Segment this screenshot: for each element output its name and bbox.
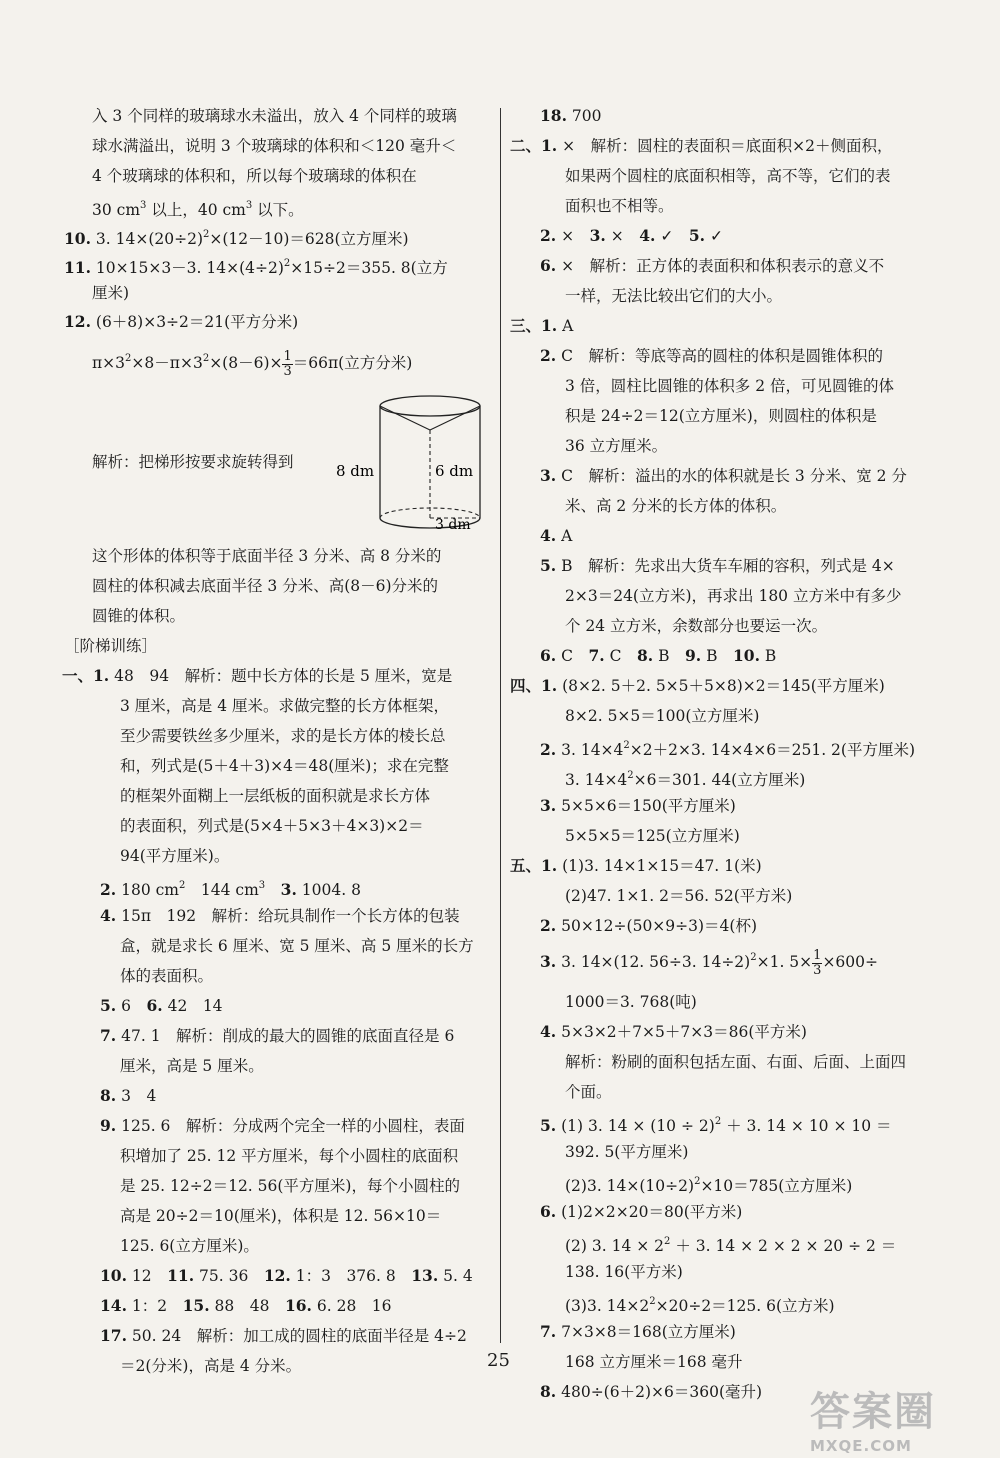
cylinder-diagram	[330, 392, 490, 542]
item-number: 14.	[100, 1296, 127, 1315]
text-line: 2. 180 $cm^2$ 144 $cm^3$ 3. 1004. 8	[100, 880, 361, 899]
item-number: 1.	[541, 676, 558, 695]
text-line: 面积也不相等。	[565, 197, 674, 215]
text-line: 6. × 解析：正方体的表面积和体积表示的意义不	[540, 256, 885, 275]
item-number: 3.	[540, 796, 557, 815]
item-number: 4.	[540, 526, 557, 545]
text-line: 解析：粉刷的面积包括左面、右面、后面、上面四	[565, 1053, 907, 1071]
text-line: 球水满溢出，说明 3 个玻璃球的体积和＜120 毫升＜	[92, 137, 457, 155]
text-line: 二、1. × 解析：圆柱的表面积＝底面积×2＋侧面积，	[510, 136, 893, 155]
item-number: 7.	[540, 1322, 557, 1341]
item-number: 3.	[540, 952, 557, 971]
text-line: 和，列式是(5＋4＋3)×4＝48(厘米)；求在完整	[120, 757, 449, 775]
text-line: 6. (1)2×2×20＝80(平方米)	[540, 1202, 743, 1221]
item-number: 2.	[540, 226, 557, 245]
text-line: 168 立方厘米＝168 毫升	[565, 1353, 743, 1371]
text-line: (2) 3. $14 \times 2^2 + 3$. 14 × 2 × 2 × 20 ÷ 2 ＝	[565, 1236, 897, 1255]
height-label: 8 dm	[336, 462, 375, 480]
text-line: (2)47. 1×1. 2＝56. 52(平方米)	[565, 887, 793, 905]
text-line: 5. 6 6. 42 14	[100, 996, 223, 1015]
inner-height-label: 6 dm	[435, 462, 474, 480]
text-line: 4. 5×3×2＋7×5＋7×3＝86(平方米)	[540, 1022, 807, 1041]
text-line: 三、1. A	[510, 316, 574, 335]
item-number: 2.	[100, 880, 117, 899]
item-number: 9.	[100, 1116, 117, 1135]
text-line: 3. C 解析：溢出的水的体积就是长 3 分米、宽 2 分	[540, 466, 907, 485]
text-line: 至少需要铁丝多少厘米，求的是长方体的棱长总	[120, 727, 446, 745]
text-line: 10. 12 11. 75. 36 12. 1：3 376. 8 13. 5. 4	[100, 1266, 473, 1285]
text-line: 积是 24÷2＝12(立方厘米)，则圆柱的体积是	[565, 407, 877, 425]
text-line: 125. 6(立方厘米)。	[120, 1237, 259, 1255]
text-line: 2. 50×12÷(50×9÷3)＝4(杯)	[540, 916, 758, 935]
text-line: 的表面积，列式是(5×4＋5×3＋4×3)×2＝	[120, 817, 424, 835]
item-number: 1.	[93, 666, 110, 685]
item-number: 11.	[64, 258, 91, 277]
text-line: 圆锥的体积。	[92, 607, 186, 625]
item-number: 10.	[64, 229, 91, 248]
item-number: 6.	[540, 1202, 557, 1221]
text-line: (3)3. $14\times 2^2\times 20\div 2=125$. 6(立方米)	[565, 1296, 835, 1315]
text-line: 3. 3. 14×(12. 56÷3. 14÷2)$^2$×1. 5× $\frac{1}{3}$ ×600÷	[540, 947, 878, 978]
text-line: 这个形体的体积等于底面半径 3 分米、高 8 分米的	[92, 547, 442, 565]
fraction: $\frac{1}{3}$	[813, 947, 822, 978]
item-number: 5.	[540, 1116, 557, 1135]
text-line: 1000＝3. 768(吨)	[565, 993, 697, 1011]
item-number: 4.	[540, 1022, 557, 1041]
text-line: 30 $cm^3$ 以上，40 $cm^3$ 以下。	[92, 200, 304, 219]
text-line: 4 个玻璃球的体积和，所以每个玻璃球的体积在	[92, 167, 417, 185]
fraction: $\frac{1}{3}$	[283, 348, 292, 379]
text-line: 5. (1) 3. $14 \times (10 \div 2)^2 + 3$. 14 × 10 × 10 ＝	[540, 1116, 892, 1135]
text-line: 138. 16(平方米)	[565, 1263, 683, 1281]
text-line: 4. A	[540, 526, 573, 545]
text-line: 392. 5(平方厘米)	[565, 1143, 689, 1161]
text-line: 7. 7×3×8＝168(立方厘米)	[540, 1322, 736, 1341]
text-line: 12. (6＋8)×3÷2＝21(平方分米)	[64, 312, 299, 331]
radius-label: 3 dm	[435, 517, 471, 533]
text-line: 7. 47. 1 解析：削成的最大的圆锥的底面直径是 6	[100, 1026, 455, 1045]
item-number: 5.	[540, 556, 557, 575]
text-line: 米、高 2 分米的长方体的体积。	[565, 497, 787, 515]
item-number: 8.	[100, 1086, 117, 1105]
text-line: 2×3＝24(立方米)，再求出 180 立方米中有多少	[565, 587, 902, 605]
text-line: 6. C 7. C 8. B 9. B 10. B	[540, 646, 777, 665]
item-number: 2.	[540, 740, 557, 759]
item-number: 5.	[100, 996, 117, 1015]
text-line: 18. 700	[540, 106, 602, 125]
item-number: 6.	[540, 646, 557, 665]
text-line: 圆柱的体积减去底面半径 3 分米、高(8－6)分米的	[92, 577, 439, 595]
text-line: 5×5×5＝125(立方厘米)	[565, 827, 740, 845]
item-number: 2.	[540, 916, 557, 935]
text-line: 14. 1：2 15. 88 48 16. 6. 28 16	[100, 1296, 392, 1315]
item-number: 2.	[540, 346, 557, 365]
text-line: 5. B 解析：先求出大货车车厢的容积，列式是 4×	[540, 556, 895, 575]
text-line: 厘米，高是 5 厘米。	[120, 1057, 264, 1075]
text-line: (2)3. $14\times(10\div 2)^2\times 10=785$(立方厘米)	[565, 1176, 853, 1195]
text-line: 四、1. (8×2. 5＋2. 5×5＋5×8)×2＝145(平方厘米)	[510, 676, 885, 695]
text-line: 11. 10×15×3－3. $14\times(4\div 2)^2\times 15\div 2=355$. 8(立方	[64, 258, 448, 277]
text-line: 五、1. (1)3. 14×1×15＝47. 1(米)	[510, 856, 762, 875]
text-line: 3 倍，圆柱比圆锥的体积多 2 倍，可见圆锥的体	[565, 377, 895, 395]
text-line: 10. 3. $14\times(20\div 2)^2\times(12-10)=628$(立方厘米)	[64, 229, 409, 248]
text-line: 3. 5×5×6＝150(平方厘米)	[540, 796, 736, 815]
text-line: 高是 20÷2＝10(厘米)，体积是 12. 56×10＝	[120, 1207, 442, 1225]
item-number: 1.	[541, 316, 558, 335]
item-number: 17.	[100, 1326, 127, 1345]
section-number: 二、	[510, 136, 542, 155]
text-line: 如果两个圆柱的底面积相等，高不等，它们的表	[565, 167, 891, 185]
text-line: 3. $14\times 4^2\times 6=301$. 44(立方厘米)	[565, 770, 806, 789]
item-number: 3.	[540, 466, 557, 485]
text-line: 8. 480÷(6＋2)×6＝360(毫升)	[540, 1382, 763, 1401]
item-number: 18.	[540, 106, 567, 125]
watermark-line2: MXQE.COM	[810, 1437, 912, 1455]
text-line: 个 24 立方米，余数部分也要运一次。	[565, 617, 828, 635]
text-line: 解析：把梯形按要求旋转得到	[92, 453, 294, 471]
item-number: 12.	[64, 312, 91, 331]
text-line: 一、1. 48 94 解析：题中长方体的长是 5 厘米，宽是	[62, 666, 453, 685]
text-line: 2. C 解析：等底等高的圆柱的体积是圆锥体积的	[540, 346, 883, 365]
text-line: 盒，就是求长 6 厘米、宽 5 厘米、高 5 厘米的长方	[120, 937, 474, 955]
text-line: 8×2. 5×5＝100(立方厘米)	[565, 707, 760, 725]
text-line: 36 立方厘米。	[565, 437, 668, 455]
text-line: ［阶梯训练］	[64, 637, 158, 655]
text-line: 9. 125. 6 解析：分成两个完全一样的小圆柱，表面	[100, 1116, 465, 1135]
text-line: 个面。	[565, 1083, 612, 1101]
text-line: 8. 3 4	[100, 1086, 157, 1105]
item-number: 6.	[540, 256, 557, 275]
watermark-line1: 答案圈	[810, 1389, 936, 1435]
column-divider	[500, 108, 501, 1343]
text-line: 2. × 3. × 4. ✓ 5. ✓	[540, 226, 723, 245]
text-line: 3 厘米，高是 4 厘米。求做完整的长方体框架，	[120, 697, 450, 715]
section-number: 四、	[510, 676, 542, 695]
text-line: 2. 3. $14\times 4^2\times 2+2\times 3$. 14×4×6＝251. 2(平方厘米)	[540, 740, 916, 759]
text-line: $\pi\times 3^2\times 8-\pi\times 3^2\times(8-6)\times$ $\frac{1}{3}$ ＝66π(立方分米)	[92, 348, 413, 379]
item-number: 4.	[100, 906, 117, 925]
section-number: 五、	[510, 856, 542, 875]
text-line: 体的表面积。	[120, 967, 214, 985]
text-line: 94(平方厘米)。	[120, 847, 230, 865]
text-line: 是 25. 12÷2＝12. 56(平方厘米)，每个小圆柱的	[120, 1177, 460, 1195]
section-number: 一、	[62, 666, 94, 685]
item-number: 1.	[541, 136, 558, 155]
text-line: ＝2(分米)，高是 4 分米。	[120, 1357, 302, 1375]
item-number: 7.	[100, 1026, 117, 1045]
text-line: 17. 50. 24 解析：加工成的圆柱的底面半径是 4÷2	[100, 1326, 467, 1345]
text-line: 厘米)	[92, 284, 130, 302]
watermark-logo	[810, 1380, 995, 1455]
text-line: 入 3 个同样的玻璃球水未溢出，放入 4 个同样的玻璃	[92, 107, 457, 125]
text-line: 4. 15π 192 解析：给玩具制作一个长方体的包装	[100, 906, 460, 925]
cylinder-figure	[330, 392, 490, 542]
text-line: 一样，无法比较出它们的大小。	[565, 287, 783, 305]
page-number: 25	[487, 1350, 510, 1371]
item-number: 8.	[540, 1382, 557, 1401]
text-line: 积增加了 25. 12 平方厘米，每个小圆柱的底面积	[120, 1147, 459, 1165]
item-number: 10.	[100, 1266, 127, 1285]
section-number: 三、	[510, 316, 542, 335]
text-line: 的框架外面糊上一层纸板的面积就是求长方体	[120, 787, 431, 805]
item-number: 1.	[541, 856, 558, 875]
